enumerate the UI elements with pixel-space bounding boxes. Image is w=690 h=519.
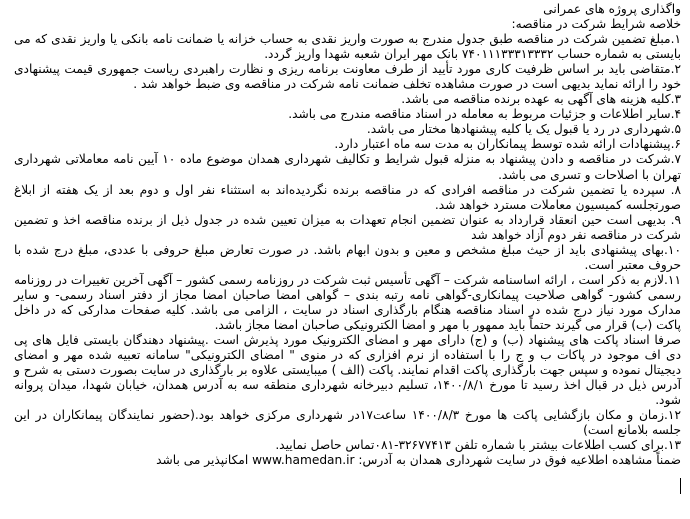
- text-cursor: [680, 478, 681, 494]
- notice-title: واگذاری پروژه های عمرانی: [543, 2, 681, 16]
- clause-5: ۵.شهرداری در رد یا قبول یک یا کلیه پیشنهادها مختار می باشد.: [366, 122, 681, 137]
- clause-13: ۱۳.برای کسب اطلاعات بیشتر با شماره تلفن ۳۲۶۷۷۴۱۳-۰۸۱تماس حاصل نمایید.: [275, 438, 681, 453]
- clause-10: ۱۰.بهای پیشنهادی باید از حیث مبلغ مشخص و معین و بدون ابهام باشد. در صورت تعارض مبلغ حروفی با عددی، مبلغ درج شده با حروف معتبر است.: [14, 242, 681, 272]
- clause-12: ۱۲.زمان و مکان بازگشایی پاکت ها مورخ ۱۴۰۰/۸/۳ ساعت۱۷در شهرداری مرکزی خواهد بود.(حضور نمایندگان پیمانکاران در این جلسه بلامانع است): [14, 408, 681, 438]
- clause-9: ۹. بدیهی است حین انعقاد قرارداد به عنوان تضمین انجام تعهدات به میزان تعیین شده در جدول ذیل از برنده مناقصه اخذ و تضمین شرکت در مناقصه نفر دوم آزاد خواهد شد: [14, 212, 681, 242]
- website-note: ضمناً مشاهده اطلاعیه فوق در سایت شهرداری همدان به آدرس: www.hamedan.ir امکانپذیر می باشد: [156, 453, 681, 468]
- clause-4: ۴.سایر اطلاعات و جزئیات مربوط به معامله در اسناد مناقصه مندرج می باشد.: [288, 107, 681, 122]
- clause-7: ۷.شرکت در مناقصه و دادن پیشنهاد به منزله قبول شرایط و تکالیف شهرداری همدان موضوع ماده ۱۰ آیین نامه معاملاتی شهرداری تهران با اصلاحات و تسری می باشد.: [14, 152, 681, 182]
- clause-6: ۶.پیشنهادات ارائه شده توسط پیمانکاران به مدت سه ماه اعتبار دارد.: [334, 137, 681, 152]
- notice-subtitle: خلاصه شرایط شرکت در مناقصه:: [511, 17, 681, 32]
- clause-1: ۱.مبلغ تضمین شرکت در مناقصه طبق جدول مندرج به صورت واریز نقدی به حساب خزانه یا ضمانت نامه بانکی یا واریز نقدی که می بایستی به شماره حساب ۷۴۰۱۱۱۳۳۳۱۳۳۳۲ بانک مهر ایران شعبه شهدا واریز گردد.: [14, 32, 681, 62]
- clause-3: ۳.کلیه هزینه های آگهی به عهده برنده مناقصه می باشد.: [401, 92, 681, 107]
- clause-2: ۲.متقاضی باید بر اساس ظرفیت کاری مورد تأیید از طرف معاونت برنامه ریزی و نظارت راهبردی ریاست جمهوری قیمت پیشنهادی خود را ارائه نماید بدیهی است در صورت مشاهده تخلف ضمانت نامه شرکت در مناقصه وی ضبط خواهد شد .: [14, 62, 681, 92]
- clause-11-envelopes: صرفا اسناد پاکت های پیشنهاد (ب) و (ج) دارای مهر و امضای الکترونیک مورد پذیرش است .پیشنهاد دهندگان بایستی فایل های پی دی اف موجود در پاکات ب و ج را با استفاده از نرم افزاری که در منوی " امضای الکترونیکی" سامانه تعبیه شده مهر و امضای دیجیتال نموده و سپس جهت بارگذاری پاکت اقدام نمایند. پاکت (الف ) میبایستی علاوه بر بارگذاری در سایت بصورت دستی به شرح و آدرس ذیل در قبال اخذ رسید تا مورخ ۱۴۰۰/۸/۱، تسلیم دبیرخانه شهرداری منطقه سه به آدرس همدان، خیابان شهدا، میدان پروانه شود.: [14, 333, 681, 408]
- clause-8: ۸. سپرده یا تضمین شرکت در مناقصه افرادی که در مناقصه برنده نگردیده‌اند به استثناء نفر اول و دوم بعد از یک هفته از ابلاغ صورتجلسه کمیسیون معاملات مسترد خواهد شد.: [14, 182, 681, 212]
- clause-11: ۱۱.لازم به ذکر است ، ارائه اساسنامه شرکت – آگهی تأسیس ثبت شرکت در روزنامه رسمی کشور – آگهی آخرین تغییرات در روزنامه رسمی کشور- گواهی صلاحیت پیمانکاری-گواهی نامه رتبه بندی – گواهی امضا صاحبان امضا مجاز از دفتر اسناد رسمی- و سایر مدارک مورد نیاز درج شده در اسناد مناقصه هنگام بارگذاری اسناد در سایت ، الزامی می باشد. کلیه صفحات مدارکی که در داخل پاکت (ب) قرار می گیرند حتماً باید ممهور با مهر و امضا الکترونیکی صاحبان امضا مجاز باشد.: [14, 272, 681, 332]
